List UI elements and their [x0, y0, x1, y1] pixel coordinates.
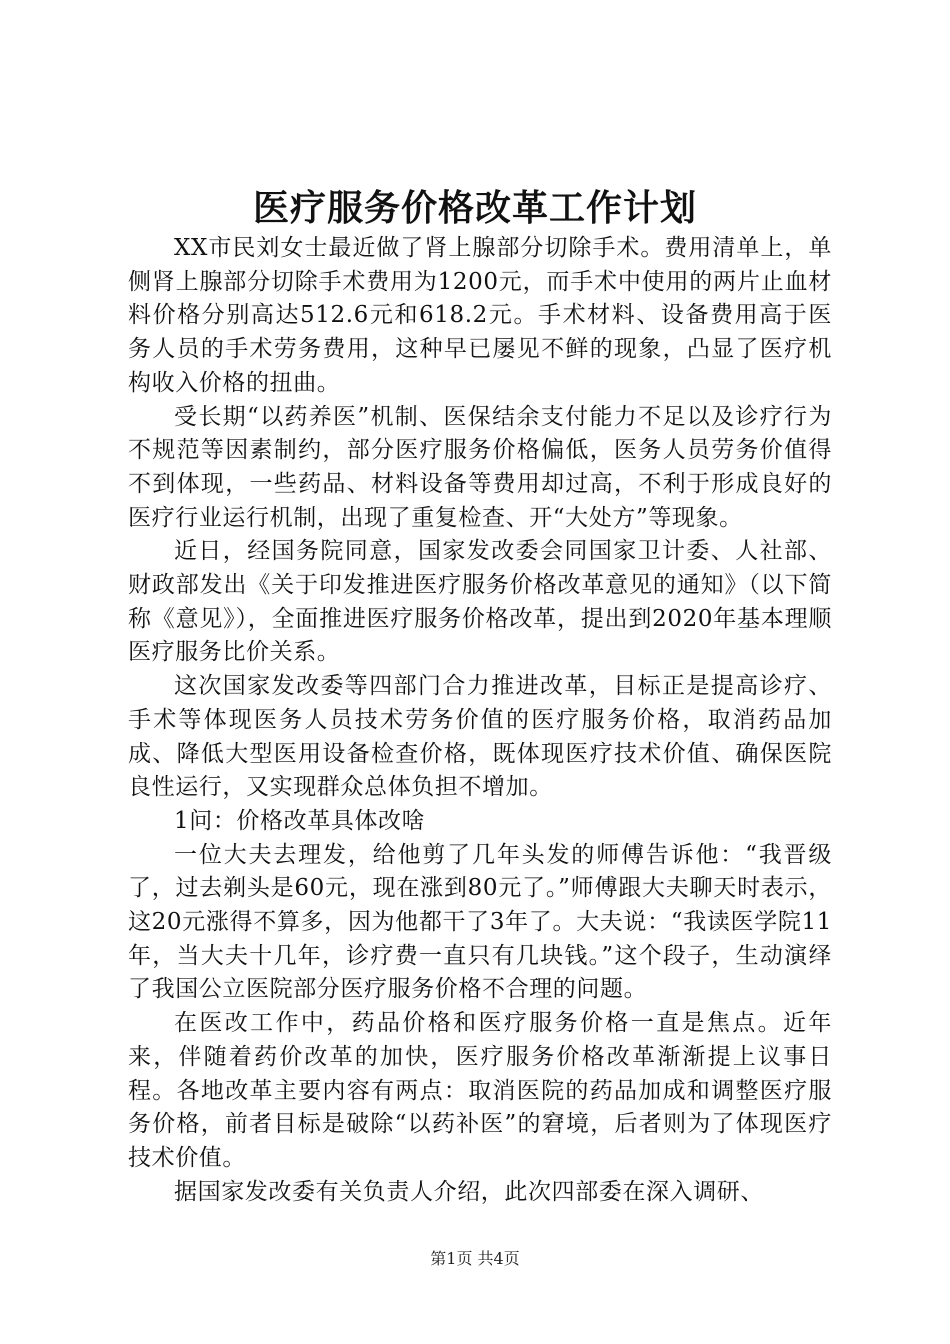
document-title: 医疗服务价格改革工作计划	[252, 188, 697, 229]
document-body	[128, 232, 832, 1209]
paragraph-5: 一位大夫去理发，给他剪了几年头发的师傅告诉他：“我晋级了，过去剃头是60元，现在涨到80元了。”师傅跟大夫聊天时表示，这20元涨得不算多，因为他都干了3年了。大夫说：“我读医学院11年，当大夫十几年，诊疗费一直只有几块钱。”这个段子，生动演绎了我国公立医院部分医疗服务价格不合理的问题。	[128, 841, 832, 1003]
paragraph-2: 受长期“以药养医”机制、医保结余支付能力不足以及诊疗行为不规范等因素制约，部分医疗服务价格偏低，医务人员劳务价值得不到体现，一些药品、材料设备等费用却过高，不利于形成良好的医疗行业运行机制，出现了重复检查、开“大处方”等现象。	[128, 403, 832, 531]
paragraph-3: 近日，经国务院同意，国家发改委会同国家卫计委、人社部、财政部发出《关于印发推进医疗服务价格改革意见的通知》（以下简称《意见》），全面推进医疗服务价格改革，提出到2020年基本理顺医疗服务比价关系。	[128, 538, 832, 666]
paragraph-4: 这次国家发改委等四部门合力推进改革，目标正是提高诊疗、手术等体现医务人员技术劳务价值的医疗服务价格，取消药品加成、降低大型医用设备检查价格，既体现医疗技术价值、确保医院良性运行，又实现群众总体负担不增加。	[128, 673, 832, 801]
section-heading-1: 1问：价格改革具体改啥	[174, 807, 426, 834]
paragraph-7: 据国家发改委有关负责人介绍，此次四部委在深入调研、	[174, 1178, 764, 1205]
paragraph-1: XX市民刘女士最近做了肾上腺部分切除手术。费用清单上，单侧肾上腺部分切除手术费用为1200元，而手术中使用的两片止血材料价格分别高达512.6元和618.2元。手术材料、设备费用高于医务人员的手术劳务费用，这种早已屡见不鲜的现象，凸显了医疗机构收入价格的扭曲。	[128, 235, 832, 396]
page-number-footer: 第1页 共4页	[430, 1249, 520, 1268]
paragraph-6: 在医改工作中，药品价格和医疗服务价格一直是焦点。近年来，伴随着药价改革的加快，医疗服务价格改革渐渐提上议事日程。各地改革主要内容有两点：取消医院的药品加成和调整医疗服务价格，前者目标是破除“以药补医”的窘境，后者则为了体现医疗技术价值。	[128, 1010, 832, 1171]
